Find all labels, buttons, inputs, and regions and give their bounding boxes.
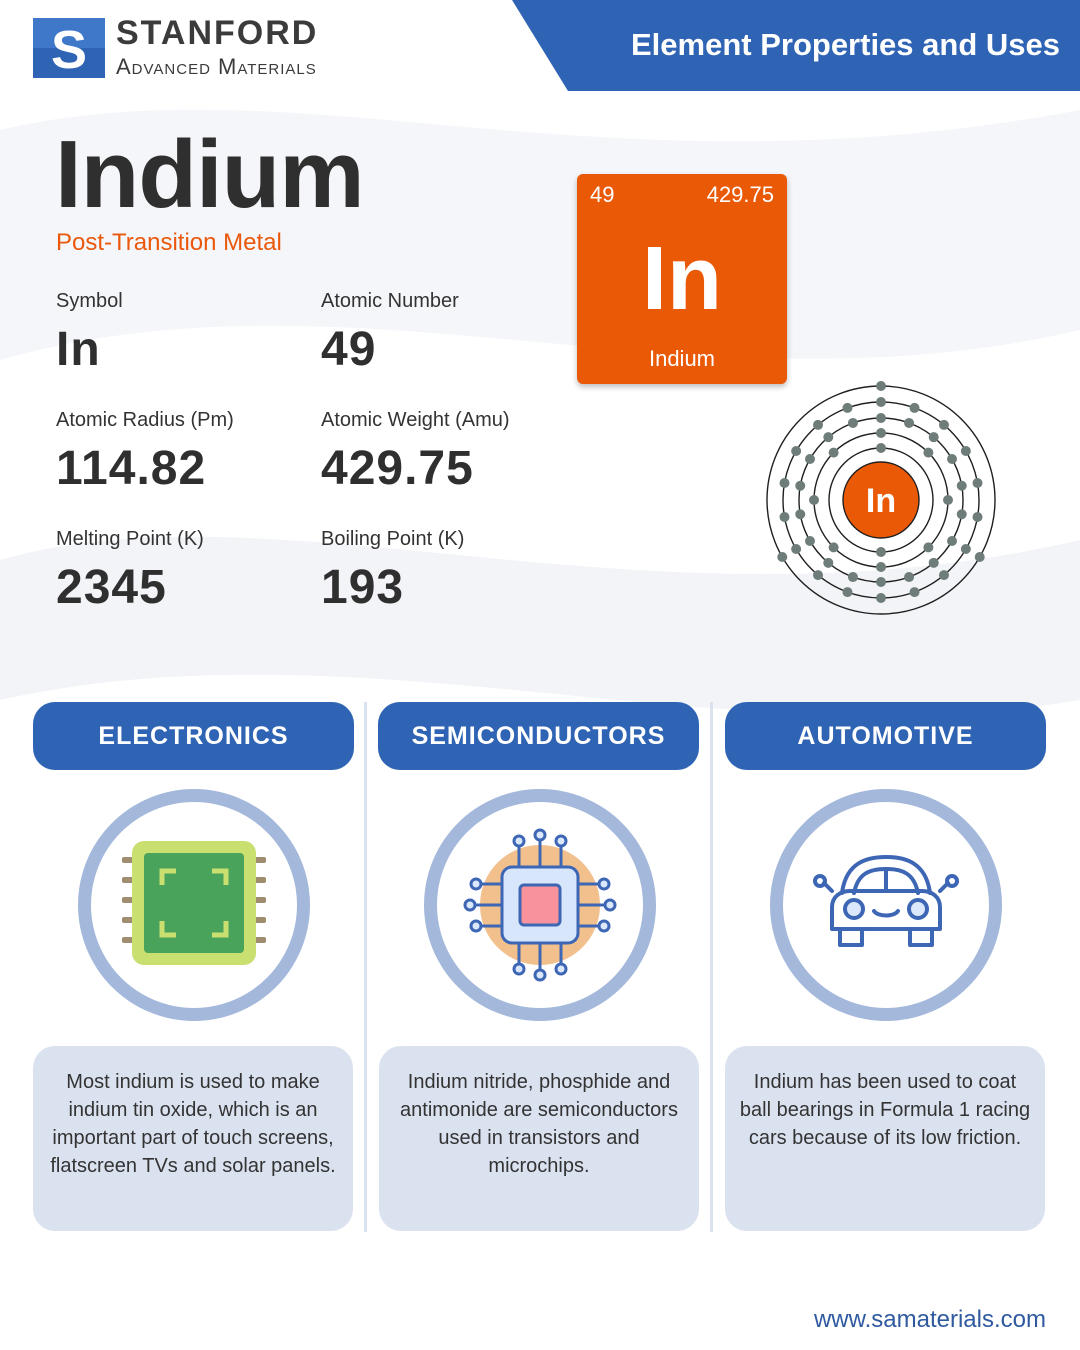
column-divider	[364, 702, 367, 1232]
use-description-semiconductors: Indium nitride, phosphide and antimonide are semiconductors used in transistors and microchips.	[400, 1071, 678, 1177]
electron	[973, 512, 983, 522]
car-icon	[770, 789, 1002, 1021]
nucleus-label: In	[865, 482, 897, 520]
electron	[791, 544, 801, 554]
use-title-electronics: ELECTRONICS	[33, 702, 354, 770]
electron	[957, 481, 967, 491]
automotive-icon-ring	[770, 789, 1002, 1021]
property-label-atomic-radius: Atomic Radius (Pm)	[56, 409, 234, 431]
property-label-melting-point: Melting Point (K)	[56, 528, 204, 550]
property-value-atomic-number: 49	[321, 323, 377, 376]
property-label-atomic-weight: Atomic Weight (Amu)	[321, 409, 510, 431]
circuit-board-icon	[78, 789, 310, 1021]
electron	[795, 481, 805, 491]
property-value-melting-point: 2345	[56, 561, 167, 614]
bohr-model-diagram	[760, 374, 1002, 620]
electron	[939, 570, 949, 580]
page-title: Element Properties and Uses	[631, 27, 1060, 62]
use-description-card-automotive	[725, 1046, 1045, 1231]
electron	[779, 512, 789, 522]
brand-subtitle: Advanced Materials	[116, 54, 317, 79]
electron	[848, 572, 858, 582]
electron	[876, 593, 886, 603]
electron	[823, 432, 833, 442]
website-link[interactable]: www.samaterials.com	[813, 1306, 1046, 1333]
electron	[975, 552, 985, 562]
electron	[823, 558, 833, 568]
electron	[904, 418, 914, 428]
property-value-symbol: In	[56, 323, 101, 376]
electron	[929, 558, 939, 568]
electron	[876, 577, 886, 587]
electron	[923, 542, 933, 552]
electron	[829, 542, 839, 552]
use-title-semiconductors: SEMICONDUCTORS	[378, 702, 699, 770]
column-divider	[710, 702, 713, 1232]
svg-text:S: S	[50, 20, 88, 78]
electron	[842, 403, 852, 413]
property-label-boiling-point: Boiling Point (K)	[321, 528, 465, 550]
electron	[791, 446, 801, 456]
electron	[973, 478, 983, 488]
electron	[805, 536, 815, 546]
electron	[957, 509, 967, 519]
electron	[910, 403, 920, 413]
electron	[795, 509, 805, 519]
use-description-card-semiconductors	[379, 1046, 699, 1231]
use-description-automotive: Indium has been used to coat ball bearings in Formula 1 racing cars because of its low friction.	[739, 1071, 1031, 1149]
periodic-table-tile	[577, 174, 787, 384]
use-title-automotive: AUTOMOTIVE	[725, 702, 1046, 770]
element-name: Indium	[55, 121, 364, 228]
property-value-atomic-radius: 114.82	[56, 442, 207, 495]
electronics-icon-ring	[78, 789, 310, 1021]
electron	[777, 552, 787, 562]
tile-atomic-number: 49	[590, 182, 615, 207]
electron	[923, 448, 933, 458]
electron	[779, 478, 789, 488]
use-description-electronics: Most indium is used to make indium tin oxide, which is an important part of touch screens, flatscreen TVs and solar panels.	[50, 1071, 336, 1177]
electron	[876, 413, 886, 423]
tile-atomic-weight: 429.75	[706, 182, 774, 207]
electron	[842, 587, 852, 597]
electron	[876, 397, 886, 407]
electron	[947, 536, 957, 546]
electron	[813, 420, 823, 430]
electron	[876, 428, 886, 438]
stanford-logo-icon	[33, 18, 105, 78]
electron	[961, 544, 971, 554]
electron	[943, 495, 953, 505]
electron	[813, 570, 823, 580]
element-category: Post-Transition Metal	[56, 229, 282, 256]
electron	[929, 432, 939, 442]
electron	[876, 547, 886, 557]
electron	[876, 562, 886, 572]
electron	[910, 587, 920, 597]
tile-element-name: Indium	[648, 346, 716, 371]
brand-name: STANFORD	[116, 14, 319, 52]
electron	[809, 495, 819, 505]
electron	[904, 572, 914, 582]
property-value-boiling-point: 193	[321, 561, 405, 614]
electron	[829, 448, 839, 458]
electron	[805, 454, 815, 464]
electron	[947, 454, 957, 464]
property-value-atomic-weight: 429.75	[321, 442, 474, 495]
electron	[961, 446, 971, 456]
electron	[939, 420, 949, 430]
electron	[848, 418, 858, 428]
tile-symbol: In	[642, 229, 722, 329]
semiconductors-icon-ring	[424, 789, 656, 1021]
property-label-symbol: Symbol	[56, 290, 123, 312]
property-label-atomic-number: Atomic Number	[321, 290, 459, 312]
use-description-card-electronics	[33, 1046, 353, 1231]
electron	[876, 443, 886, 453]
microchip-icon	[424, 789, 656, 1021]
electron	[876, 381, 886, 391]
